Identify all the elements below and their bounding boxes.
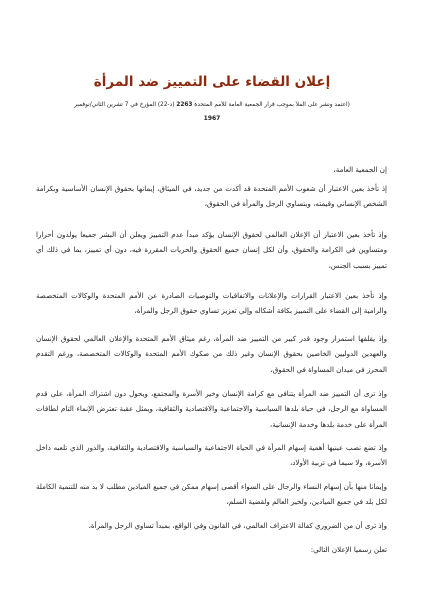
document-title: إعلان القضاء على التمييز ضد المرأة [93,74,331,90]
paragraph-3: وإذ تأخذ بعين الاعتبار القرارات والإعلانات والاتفاقيات والتوصيات الصادرة عن الأمم المتحدة والوكالات المتخصصة والرامية إلى القضاء على التمييز بكافة أشكاله وإلى تعزيز تساوي حقوق الرجل والمرأة، [36,291,387,316]
paragraph-8: وإذ ترى أن من الضروري كفالة الاعتراف العالمي، في القانون وفي الواقع، بمبدأ تساوي الرجل والمرأة، [88,521,387,530]
paragraph-proclamation: تعلن رسميا الإعلان التالي: [310,545,387,554]
adoption-note-before: (اعتمد ونشر على الملأ بموجب قرار الجمعية العامة للأمم المتحدة [192,102,350,108]
adoption-note [30,101,394,109]
paragraph-7: وإيمانا منها بأن إسهام النساء والرجال على السواء أقصى إسهام ممكن في جميع الميادين مطلب لا بد منه للتنمية الكاملة لكل بلد في جميع الميادين، ولخير العالم ولقضية السلم، [36,482,387,507]
adoption-note-middle: (د-22) المؤرخ في 7 تشرين الثاني/نوفمبر [74,102,177,108]
adoption-year: 1967 [203,115,221,122]
paragraph-2: وإذ تأخذ بعين الاعتبار أن الإعلان العالمي لحقوق الإنسان يؤكد مبدأ عدم التمييز ويعلن أن البشر جميعا يولدون أحرارا ومتساوين في الكرامة والحقوق، وأن لكل إنسان جميع الحقوق والحريات المقررة فيه، دون أي تمييز، بما في ذلك أي تمييز بسبب الجنس، [36,230,387,270]
paragraph-1: إذ تأخذ بعين الاعتبار أن شعوب الأمم المتحدة قد أكدت من جديد، في الميثاق، إيمانها بحقوق الإنسان الأساسية وبكرامة الشخص الإنساني وقيمته، وبتساوي الرجل والمرأة في الحقوق، [36,184,387,209]
paragraph-5: وإذ ترى أن التمييز ضد المرأة يتنافى مع كرامة الإنسان وخير الأسرة والمجتمع، ويحول دون اشتراك المرأة، على قدم المساواة مع الرجل، في حياة بلدها السياسية والاجتماعية والاقتصادية والثقافية، ويمثل عقبة تعترض الإنماء التام لطاقات المرأة على خدمة بلدها وخدمة الإنسانية، [36,389,387,429]
paragraph-4: وإذ يقلقها استمرار وجود قدر كبير من التمييز ضد المرأة، رغم ميثاق الأمم المتحدة والإعلان العالمي لحقوق الإنسان والعهدين الدوليين الخاصين بحقوق الإنسان وغير ذلك من صكوك الأمم المتحدة والوكالات المتخصصة، ورغم التقدم المحرز في ميدان المساواة في الحقوق، [36,334,387,374]
resolution-number: 2263 [176,102,193,108]
paragraph-6: وإذ تضع نصب عينيها أهمية إسهام المرأة في الحياة الاجتماعية والسياسية والاقتصادية والثقافية، والدور الذي تلعبه داخل الأسرة، ولا سيما في تربية الأولاد، [36,443,387,468]
paragraph-preamble-opening: إن الجمعية العامة، [333,165,387,174]
